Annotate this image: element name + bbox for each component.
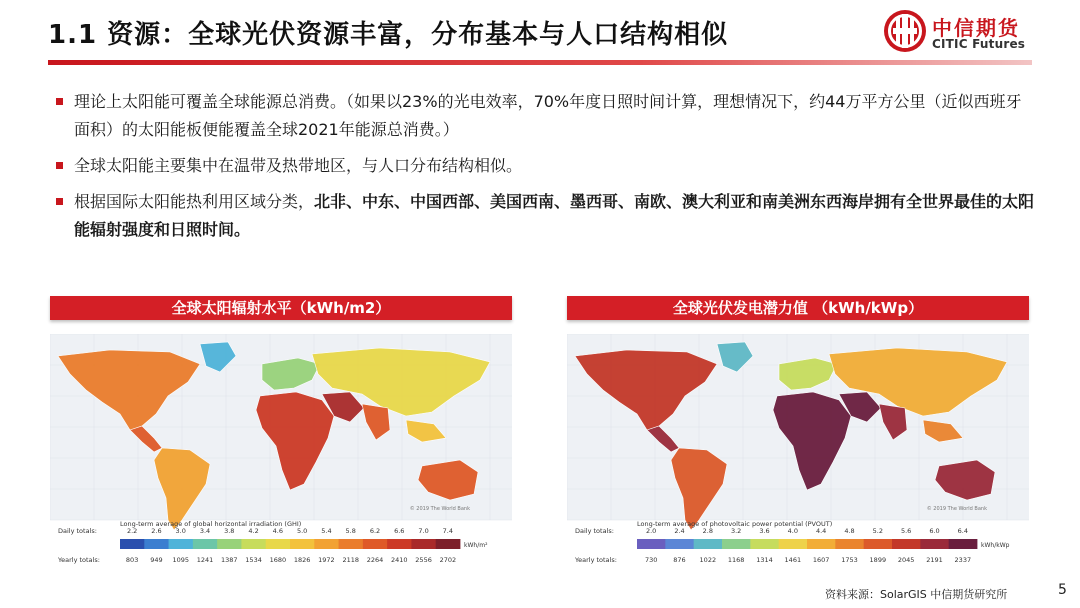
- daily-tick-label: 4.6: [272, 527, 284, 535]
- daily-tick-label: 2.6: [151, 527, 162, 535]
- bullet-item: [56, 88, 1036, 144]
- yearly-tick-label: 1534: [245, 556, 262, 564]
- yearly-totals-label: Yearly totals:: [58, 556, 100, 564]
- bullet-text: 根据国际太阳能热利用区域分类，: [74, 192, 315, 211]
- legend-color-swatch: [411, 539, 436, 549]
- daily-tick-label: 4.4: [815, 527, 827, 535]
- legend-color-swatch: [169, 539, 194, 549]
- legend-color-swatch: [835, 539, 864, 549]
- daily-tick-label: 3.0: [175, 527, 186, 535]
- daily-totals-label: Daily totals:: [575, 527, 614, 535]
- ghi-map-panel: [50, 334, 512, 568]
- yearly-tick-label: 2410: [391, 556, 408, 564]
- daily-tick-label: 3.8: [224, 527, 235, 535]
- yearly-tick-label: 1461: [784, 556, 802, 564]
- legend-color-swatch: [290, 539, 315, 549]
- daily-tick-label: 2.8: [702, 527, 714, 535]
- daily-tick-label: 3.4: [199, 527, 211, 535]
- daily-tick-label: 5.8: [345, 527, 356, 535]
- yearly-tick-label: 1680: [269, 556, 287, 564]
- yearly-tick-label: 2191: [926, 556, 943, 564]
- yearly-tick-label: 1168: [727, 556, 745, 564]
- yearly-tick-label: 1022: [699, 556, 717, 564]
- daily-tick-label: 5.6: [900, 527, 912, 535]
- world-map: [50, 334, 512, 530]
- page-number: 5: [1058, 582, 1067, 598]
- title-divider: [48, 60, 1032, 65]
- legend-color-swatch: [750, 539, 779, 549]
- bullet-text: 全球太阳能主要集中在温带及热带地区，与人口分布结构相似。: [74, 156, 523, 175]
- source-note: 资料来源：SolarGIS 中信期货研究所: [825, 588, 1008, 601]
- yearly-tick-label: 1972: [318, 556, 335, 564]
- logo-chinese-name: 中信期货: [932, 16, 1020, 40]
- yearly-totals-label: Yearly totals:: [575, 556, 617, 564]
- legend-color-swatch: [920, 539, 949, 549]
- legend-color-swatch: [892, 539, 921, 549]
- yearly-tick-label: 1753: [841, 556, 858, 564]
- legend-color-swatch: [807, 539, 836, 549]
- yearly-tick-label: 730: [644, 556, 658, 564]
- citic-logo-icon: [882, 8, 928, 54]
- yearly-tick-label: 1899: [869, 556, 887, 564]
- legend-color-swatch: [363, 539, 388, 549]
- legend-color-swatch: [387, 539, 412, 549]
- yearly-tick-label: 949: [150, 556, 163, 564]
- logo-english-name: CITIC Futures: [932, 37, 1026, 51]
- bullet-list: [56, 88, 1036, 252]
- legend-color-swatch: [144, 539, 169, 549]
- map-copyright: © 2019 The World Bank: [926, 506, 987, 512]
- legend-color-swatch: [637, 539, 666, 549]
- bullet-text: 理论上太阳能可覆盖全球能源总消费。（如果以23%的光电效率，70%年度日照时间计算，理想情况下，约44万平方公里（近似西班牙面积）的太阳能板便能覆盖全球2021年能源总消费。）: [74, 92, 1022, 139]
- bullet-bold-text: 北非、中东、中国西部、美国西南、墨西哥、南欧、澳大利亚和南美洲东西海岸拥有全世界最佳的太阳能辐射强度和日照时间。: [74, 192, 1035, 239]
- yearly-tick-label: 1607: [812, 556, 830, 564]
- legend-color-swatch: [779, 539, 808, 549]
- yearly-tick-label: 2264: [366, 556, 384, 564]
- legend-color-swatch: [864, 539, 893, 549]
- yearly-tick-label: 2556: [415, 556, 432, 564]
- daily-tick-label: 2.2: [126, 527, 138, 535]
- yearly-tick-label: 803: [125, 556, 139, 564]
- daily-tick-label: 5.2: [872, 527, 884, 535]
- legend-color-swatch: [339, 539, 364, 549]
- yearly-tick-label: 1387: [221, 556, 238, 564]
- yearly-tick-label: 1241: [196, 556, 214, 564]
- legend-color-swatch: [665, 539, 694, 549]
- yearly-tick-label: 1314: [756, 556, 773, 564]
- legend-color-swatch: [217, 539, 242, 549]
- bullet-square-icon: [56, 162, 63, 169]
- legend-title: Long-term average of photovoltaic power potential (PVOUT): [637, 520, 833, 528]
- yearly-tick-label: 2337: [954, 556, 972, 564]
- legend-color-swatch: [722, 539, 751, 549]
- daily-tick-label: 6.6: [394, 527, 405, 535]
- citic-futures-logo: [882, 8, 1052, 56]
- daily-tick-label: 4.0: [787, 527, 799, 535]
- slide-title: 1.1 资源：全球光伏资源丰富，分布基本与人口结构相似: [48, 20, 729, 50]
- daily-tick-label: 6.2: [369, 527, 381, 535]
- daily-tick-label: 6.4: [957, 527, 969, 535]
- yearly-tick-label: 1095: [172, 556, 189, 564]
- legend-color-swatch: [694, 539, 723, 549]
- daily-tick-label: 6.0: [929, 527, 940, 535]
- bullet-square-icon: [56, 198, 63, 205]
- daily-tick-label: 2.0: [645, 527, 657, 535]
- yearly-tick-label: 2045: [897, 556, 915, 564]
- map-copyright: © 2019 The World Bank: [409, 506, 470, 512]
- daily-tick-label: 4.2: [248, 527, 259, 535]
- yearly-tick-label: 876: [673, 556, 686, 564]
- daily-tick-label: 3.6: [759, 527, 770, 535]
- legend-unit: kWh/kWp: [981, 542, 1010, 549]
- yearly-tick-label: 1826: [293, 556, 311, 564]
- yearly-tick-label: 2702: [439, 556, 457, 564]
- daily-tick-label: 2.4: [674, 527, 685, 535]
- legend-unit: kWh/m²: [464, 542, 488, 549]
- pvout-map-panel: [567, 334, 1029, 568]
- daily-tick-label: 7.4: [442, 527, 454, 535]
- bullet-item: [56, 152, 1036, 180]
- yearly-tick-label: 2118: [342, 556, 359, 564]
- legend-color-swatch: [314, 539, 339, 549]
- legend-color-swatch: [436, 539, 461, 549]
- map-heading-pvout: 全球光伏发电潜力值 （kWh/kWp）: [567, 296, 1029, 320]
- legend-color-swatch: [193, 539, 218, 549]
- map-heading-ghi: 全球太阳辐射水平（kWh/m2）: [50, 296, 512, 320]
- daily-tick-label: 3.2: [730, 527, 742, 535]
- daily-tick-label: 7.0: [418, 527, 429, 535]
- bullet-square-icon: [56, 98, 63, 105]
- daily-tick-label: 5.4: [321, 527, 332, 535]
- daily-totals-label: Daily totals:: [58, 527, 97, 535]
- bullet-item: [56, 188, 1036, 244]
- daily-tick-label: 5.0: [296, 527, 308, 535]
- world-map: [567, 334, 1029, 530]
- daily-tick-label: 4.8: [844, 527, 855, 535]
- legend-title: Long-term average of global horizontal irradiation (GHI): [120, 520, 302, 528]
- legend-color-swatch: [120, 539, 145, 549]
- legend-color-swatch: [266, 539, 291, 549]
- legend-color-swatch: [949, 539, 978, 549]
- legend-color-swatch: [241, 539, 266, 549]
